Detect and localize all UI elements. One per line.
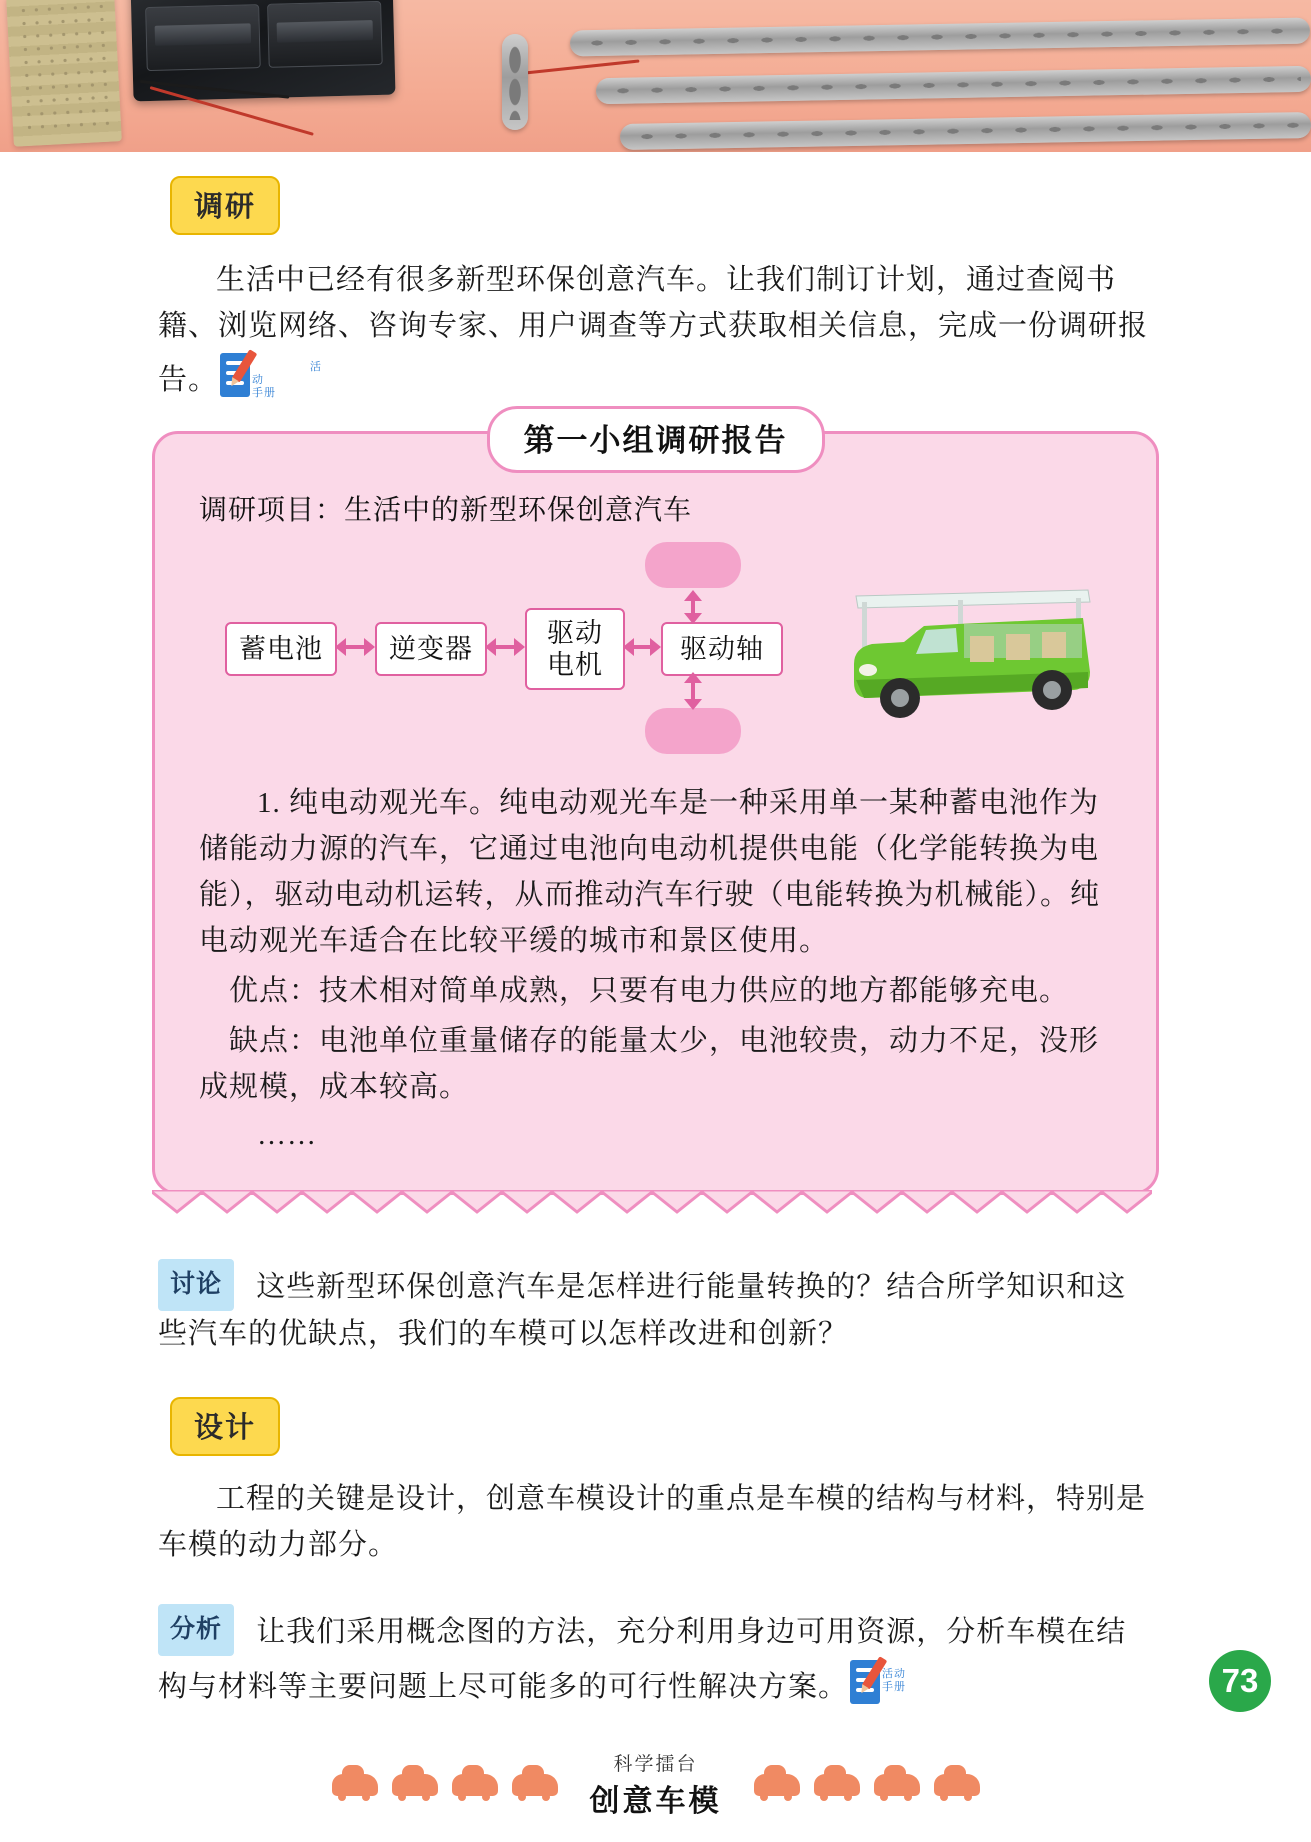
report-cons: 缺点：电池单位重量储存的能量太少，电池较贵，动力不足，没形成规模，成本较高。	[199, 1025, 1100, 1103]
electric-cart-photo	[838, 552, 1106, 742]
battery-cell	[267, 1, 383, 68]
analysis-tag: 分析	[158, 1604, 234, 1656]
design-tag: 设计	[170, 1397, 280, 1456]
flow-node-battery: 蓄电池	[225, 622, 337, 676]
activity-manual-icon	[850, 1656, 914, 1710]
metal-strip	[596, 66, 1311, 104]
metal-strip	[570, 18, 1310, 57]
flow-arrow-up	[691, 600, 695, 614]
research-paragraph-text: 生活中已经有很多新型环保创意汽车。让我们制订计划，通过查阅书籍、浏览网络、咨询专家、用户调查等方式获取相关信息，完成一份调研报告。	[158, 264, 1149, 396]
metal-strip	[620, 112, 1311, 150]
card-zigzag-edge	[152, 1190, 1152, 1214]
discussion-tag: 讨论	[158, 1259, 234, 1311]
page-content	[0, 152, 1311, 1710]
page-footer	[0, 1754, 1311, 1820]
footer-titles	[590, 1749, 722, 1820]
report-body-1: 1. 纯电动观光车。纯电动观光车是一种采用单一某种蓄电池作为储能动力源的汽车，它通过电池向电动机提供电能（化学能转换为电能），驱动电动机运转，从而推动汽车行驶（电能转换为机械能）。纯电动观光车适合在比较平缓的城市和景区使用。	[199, 787, 1101, 957]
red-wire	[520, 59, 640, 75]
page-number: 73	[1209, 1650, 1271, 1712]
section-research-heading	[170, 176, 1311, 235]
research-paragraph	[158, 257, 1153, 403]
footer-title: 创意车模	[589, 1785, 722, 1818]
car-icon	[512, 1774, 558, 1796]
car-icon	[934, 1774, 980, 1796]
car-icon	[814, 1774, 860, 1796]
header-photo-banner	[0, 0, 1311, 152]
car-icon	[754, 1774, 800, 1796]
energy-flow-diagram	[199, 542, 1112, 774]
report-ellipsis: ……	[257, 1119, 317, 1151]
discussion-text: 这些新型环保创意汽车是怎样进行能量转换的？结合所学知识和这些汽车的优缺点，我们的车模可以怎样改进和创新？	[158, 1271, 1127, 1350]
manual-label: 活动 手册	[252, 361, 323, 399]
flow-node-motor-line2: 电机	[547, 650, 603, 680]
footer-subtitle: 科学擂台	[613, 1754, 698, 1775]
flow-arrow-1	[345, 645, 365, 649]
perfboard-photo	[6, 0, 122, 147]
metal-strip-vertical	[502, 34, 528, 130]
flow-node-driveshaft: 驱动轴	[661, 622, 783, 676]
car-icon	[452, 1774, 498, 1796]
flow-arrow-down	[691, 682, 695, 700]
car-icon	[392, 1774, 438, 1796]
discussion-block	[158, 1259, 1153, 1357]
flow-node-inverter: 逆变器	[375, 622, 487, 676]
battery-cell	[145, 4, 261, 71]
flow-arrow-3	[633, 645, 651, 649]
activity-manual-icon	[220, 349, 323, 403]
flow-node-motor	[525, 608, 625, 690]
report-pros: 优点：技术相对简单成熟，只要有电力供应的地方都能够充电。	[229, 975, 1070, 1007]
design-paragraph: 工程的关键是设计，创意车模设计的重点是车模的结构与材料，特别是车模的动力部分。	[158, 1483, 1147, 1561]
research-tag: 调研	[170, 176, 280, 235]
analysis-block	[158, 1604, 1153, 1710]
report-title: 第一小组调研报告	[487, 406, 825, 473]
section-design-heading	[170, 1397, 1311, 1456]
flow-node-motor-line1: 驱动	[547, 618, 603, 648]
car-icon	[874, 1774, 920, 1796]
research-report-card	[152, 423, 1159, 1195]
flow-arrow-2	[495, 645, 515, 649]
report-project-line: 调研项目：生活中的新型环保创意汽车	[199, 495, 693, 526]
flow-pill-top	[645, 542, 741, 588]
manual-label: 活动 手册	[882, 1668, 907, 1693]
car-icon	[332, 1774, 378, 1796]
analysis-text: 让我们采用概念图的方法，充分利用身边可用资源，分析车模在结构与材料等主要问题上尽可能多的可行性解决方案。	[158, 1616, 1127, 1703]
footer-car-icons	[0, 1749, 1311, 1820]
flow-pill-bottom	[645, 708, 741, 754]
